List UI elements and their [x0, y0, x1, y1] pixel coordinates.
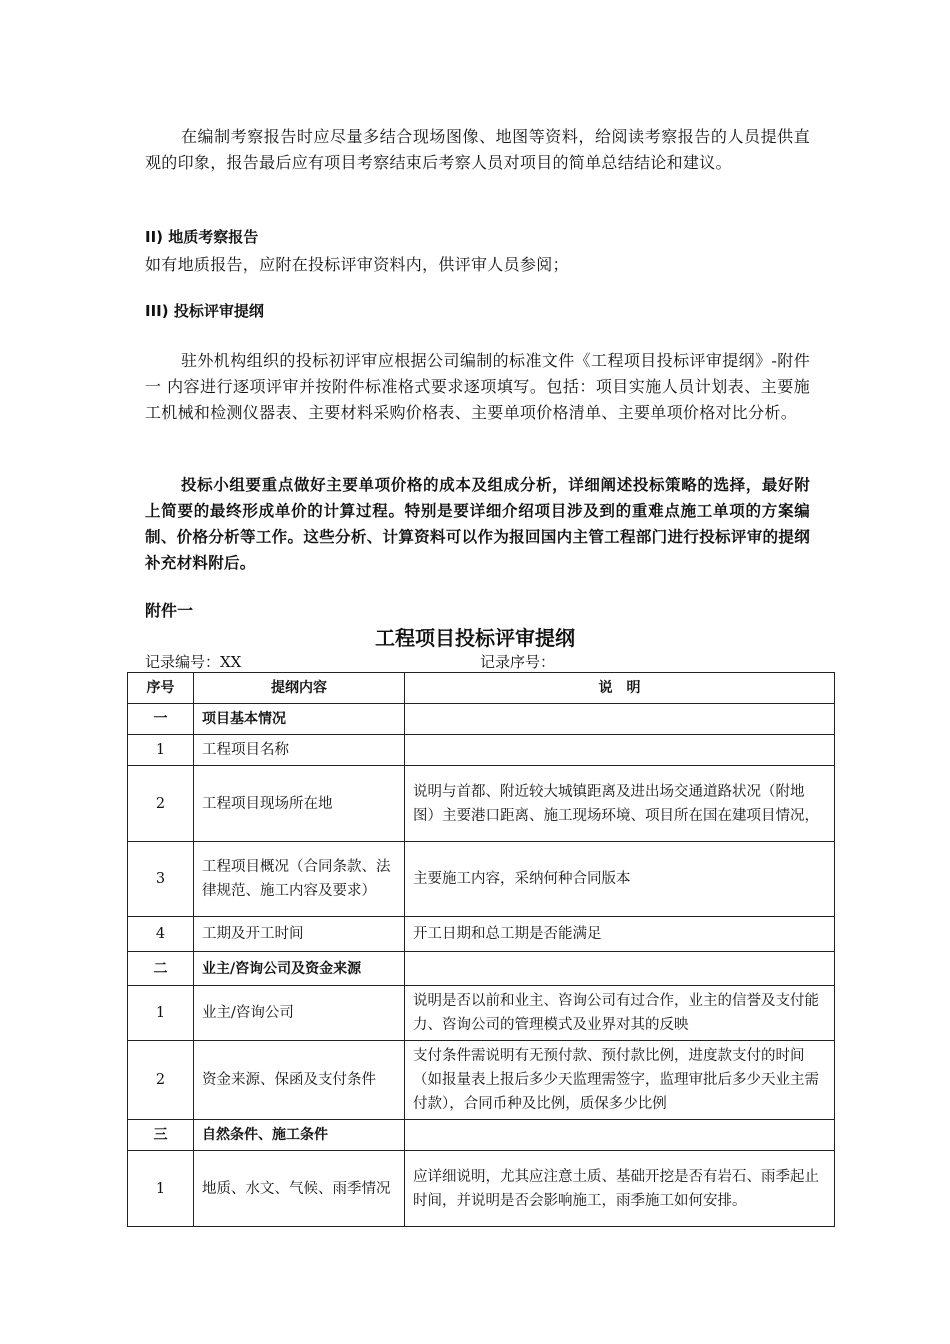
- row-desc: [405, 735, 835, 766]
- header-no: 序号: [128, 673, 194, 704]
- row-desc: [405, 952, 835, 986]
- outline-title: 工程项目投标评审提纲: [375, 626, 575, 650]
- table-row: [128, 986, 835, 1041]
- row-item: 工程项目概况（合同条款、法律规范、施工内容及要求）: [194, 842, 405, 917]
- row-no: 1: [128, 1151, 194, 1227]
- row-desc: 说明与首都、附近较大城镇距离及进出场交通道路状况（附地图）主要港口距离、施工现场环境、项目所在国在建项目情况，: [405, 766, 835, 842]
- row-item: 地质、水文、气候、雨季情况: [194, 1151, 405, 1227]
- table-header-row: [128, 673, 835, 704]
- table-row: [128, 1120, 835, 1151]
- row-item: 工期及开工时间: [194, 917, 405, 952]
- row-no: 1: [128, 735, 194, 766]
- row-desc: 支付条件需说明有无预付款、预付款比例，进度款支付的时间（如报量表上报后多少天监理需签字，监理审批后多少天业主需付款），合同币种及比例，质保多少比例: [405, 1041, 835, 1120]
- row-no: 2: [128, 1041, 194, 1120]
- row-no: 1: [128, 986, 194, 1041]
- bid-review-outline-table: [127, 672, 835, 1227]
- table-row: [128, 917, 835, 952]
- table-row: [128, 842, 835, 917]
- row-item: 业主/咨询公司及资金来源: [194, 952, 405, 986]
- bid-review-heading: III) 投标评审提纲: [145, 302, 264, 320]
- row-desc: 说明是否以前和业主、咨询公司有过合作，业主的信誉及支付能力、咨询公司的管理模式及业界对其的反映: [405, 986, 835, 1041]
- intro-paragraph: 在编制考察报告时应尽量多结合现场图像、地图等资料，给阅读考察报告的人员提供直观的印象，报告最后应有项目考察结束后考察人员对项目的简单总结结论和建议。: [145, 127, 810, 172]
- bid-review-paragraph: 驻外机构组织的投标初评审应根据公司编制的标准文件《工程项目投标评审提纲》-附件一 内容进行逐项评审并按附件标准格式要求逐项填写。包括：项目实施人员计划表、主要施工机械和检测仪器表、主要材料采购价格表、主要单项价格清单、主要单项价格对比分析。: [145, 351, 810, 422]
- record-number: 记录编号：XX: [145, 653, 242, 671]
- row-desc: 开工日期和总工期是否能满足: [405, 917, 835, 952]
- table-row: [128, 952, 835, 986]
- row-no: 二: [128, 952, 194, 986]
- header-item: 提纲内容: [194, 673, 405, 704]
- geo-report-text: 如有地质报告，应附在投标评审资料内，供评审人员参阅；: [145, 255, 569, 274]
- table-row: [128, 1151, 835, 1227]
- row-no: 3: [128, 842, 194, 917]
- emphasis-paragraph: 投标小组要重点做好主要单项价格的成本及组成分析，详细阐述投标策略的选择，最好附上简要的最终形成单价的计算过程。特别是要详细介绍项目涉及到的重难点施工单项的方案编制、价格分析等工作。这些分析、计算资料可以作为报回国内主管工程部门进行投标评审的提纲补充材料附后。: [145, 476, 810, 572]
- table-row: [128, 766, 835, 842]
- row-item: 自然条件、施工条件: [194, 1120, 405, 1151]
- attachment-label: 附件一: [145, 601, 194, 620]
- row-desc: [405, 704, 835, 735]
- header-desc: 说 明: [405, 673, 835, 704]
- geo-report-heading: II) 地质考察报告: [145, 228, 259, 246]
- table-row: [128, 735, 835, 766]
- row-item: 资金来源、保函及支付条件: [194, 1041, 405, 1120]
- row-no: 2: [128, 766, 194, 842]
- row-desc: [405, 1120, 835, 1151]
- row-desc: 应详细说明，尤其应注意土质、基础开挖是否有岩石、雨季起止时间，并说明是否会影响施工，雨季施工如何安排。: [405, 1151, 835, 1227]
- row-desc: 主要施工内容，采纳何种合同版本: [405, 842, 835, 917]
- row-no: 4: [128, 917, 194, 952]
- table-row: [128, 704, 835, 735]
- row-item: 工程项目现场所在地: [194, 766, 405, 842]
- row-item: 项目基本情况: [194, 704, 405, 735]
- table-row: [128, 1041, 835, 1120]
- row-no: 一: [128, 704, 194, 735]
- row-item: 工程项目名称: [194, 735, 405, 766]
- row-no: 三: [128, 1120, 194, 1151]
- record-sequence: 记录序号：: [480, 653, 556, 671]
- row-item: 业主/咨询公司: [194, 986, 405, 1041]
